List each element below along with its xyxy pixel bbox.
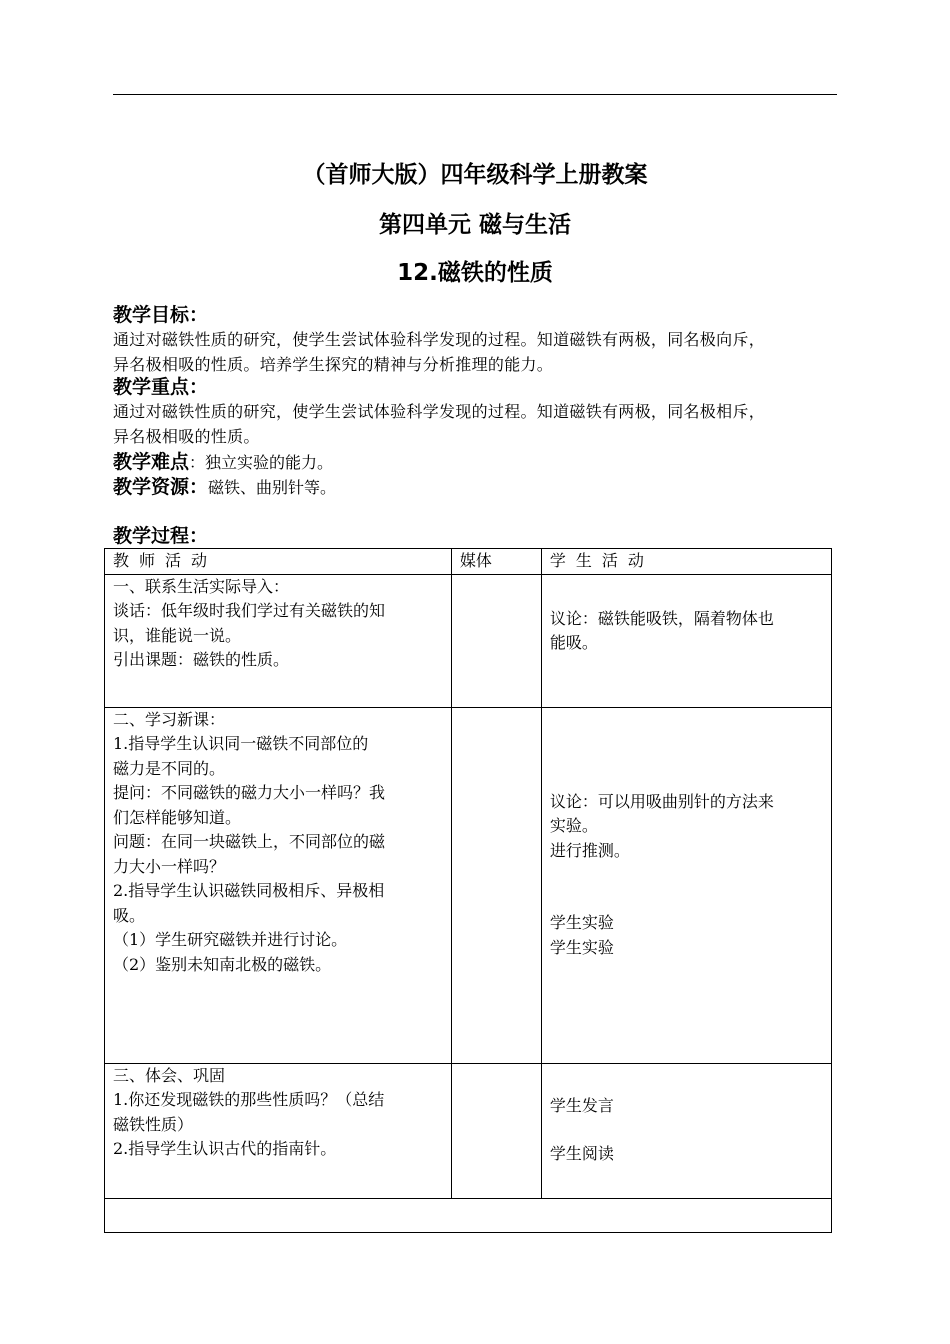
student-line: 学生阅读 bbox=[549, 1144, 614, 1163]
document-title: （首师大版）四年级科学上册教案 bbox=[302, 162, 648, 188]
key-points-text bbox=[113, 399, 853, 449]
resources-section bbox=[113, 474, 853, 501]
media-cell bbox=[451, 1063, 541, 1198]
teacher-line: 力大小一样吗？ bbox=[113, 856, 226, 876]
key-points-heading: 教学重点： bbox=[113, 376, 209, 398]
table-header-row bbox=[105, 549, 832, 575]
teacher-line: 谈话：低年级时我们学过有关磁铁的知 bbox=[113, 601, 386, 620]
table-row-empty bbox=[105, 1198, 832, 1232]
student-line: 议论：磁铁能吸铁，隔着物体也 bbox=[549, 608, 774, 628]
objectives-section bbox=[113, 303, 853, 377]
student-line: 学生发言 bbox=[549, 1095, 614, 1115]
header-rule bbox=[113, 94, 837, 95]
teacher-line: 吸。 bbox=[113, 905, 146, 925]
objectives-heading: 教学目标： bbox=[113, 304, 209, 326]
unit-title: 第四单元 磁与生活 bbox=[378, 212, 571, 238]
process-table bbox=[104, 548, 832, 1233]
teacher-line: 磁铁性质） bbox=[113, 1114, 194, 1134]
teacher-line: 识，谁能说一说。 bbox=[113, 625, 242, 645]
teacher-activity-cell bbox=[105, 707, 452, 1063]
teacher-line: （2）鉴别未知南北极的磁铁。 bbox=[113, 954, 332, 974]
teacher-activity-cell bbox=[105, 574, 452, 707]
objectives-text bbox=[113, 327, 853, 377]
column-header-teacher: 教师活动 bbox=[105, 549, 452, 575]
student-activity-cell bbox=[541, 1063, 831, 1198]
resources-heading: 教学资源： bbox=[113, 476, 209, 498]
teacher-line: 们怎样能够知道。 bbox=[113, 807, 242, 827]
teacher-line: 引出课题：磁铁的性质。 bbox=[113, 650, 290, 669]
column-header-student: 学生活动 bbox=[541, 549, 831, 575]
difficulty-text: ：独立实验的能力。 bbox=[189, 453, 334, 472]
teacher-line: 1.指导学生认识同一磁铁不同部位的 bbox=[113, 734, 369, 753]
teacher-line: 一、联系生活实际导入： bbox=[113, 576, 290, 596]
spacer bbox=[550, 1118, 823, 1142]
student-line: 实验。 bbox=[549, 816, 598, 835]
spacer bbox=[550, 863, 823, 911]
table-row bbox=[105, 707, 832, 1063]
objectives-line: 通过对磁铁性质的研究，使学生尝试体验科学发现的过程。知道磁铁有两极，同名极向斥， bbox=[113, 330, 766, 349]
teacher-line: 磁力是不同的。 bbox=[113, 758, 226, 778]
student-line: 进行推测。 bbox=[549, 840, 630, 860]
teacher-line: 1.你还发现磁铁的那些性质吗？（总结 bbox=[113, 1090, 385, 1109]
key-points-section bbox=[113, 375, 853, 449]
objectives-line: 异名极相吸的性质。培养学生探究的精神与分析推理的能力。 bbox=[113, 355, 554, 374]
teacher-line: 问题：在同一块磁铁上，不同部位的磁 bbox=[113, 832, 386, 851]
student-line: 能吸。 bbox=[549, 633, 598, 652]
empty-cell bbox=[105, 1198, 832, 1232]
teacher-line: 2.指导学生认识磁铁同极相斥、异极相 bbox=[113, 881, 385, 900]
table-row bbox=[105, 574, 832, 707]
lesson-title: 12.磁铁的性质 bbox=[397, 260, 553, 286]
teacher-line: 提问：不同磁铁的磁力大小一样吗？我 bbox=[113, 783, 386, 802]
student-line: 学生实验 bbox=[549, 937, 614, 957]
teacher-line: 三、体会、巩固 bbox=[113, 1065, 226, 1085]
student-line: 学生实验 bbox=[549, 913, 614, 932]
key-points-line: 通过对磁铁性质的研究，使学生尝试体验科学发现的过程。知道磁铁有两极，同名极相斥， bbox=[113, 402, 766, 421]
student-activity-cell bbox=[541, 574, 831, 707]
column-header-media: 媒体 bbox=[451, 549, 541, 575]
teacher-line: 2.指导学生认识古代的指南针。 bbox=[113, 1139, 337, 1158]
teacher-line: 二、学习新课： bbox=[113, 709, 226, 729]
resources-text: 磁铁、曲别针等。 bbox=[208, 478, 337, 497]
table-row bbox=[105, 1063, 832, 1198]
difficulty-section bbox=[113, 449, 853, 476]
teacher-line: （1）学生研究磁铁并进行讨论。 bbox=[113, 930, 348, 949]
process-heading: 教学过程： bbox=[113, 525, 209, 547]
student-activity-cell bbox=[541, 707, 831, 1063]
key-points-line: 异名极相吸的性质。 bbox=[113, 427, 260, 446]
media-cell bbox=[451, 707, 541, 1063]
teacher-activity-cell bbox=[105, 1063, 452, 1198]
student-line: 议论：可以用吸曲别针的方法来 bbox=[549, 791, 774, 811]
media-cell bbox=[451, 574, 541, 707]
difficulty-heading: 教学难点 bbox=[113, 451, 190, 473]
